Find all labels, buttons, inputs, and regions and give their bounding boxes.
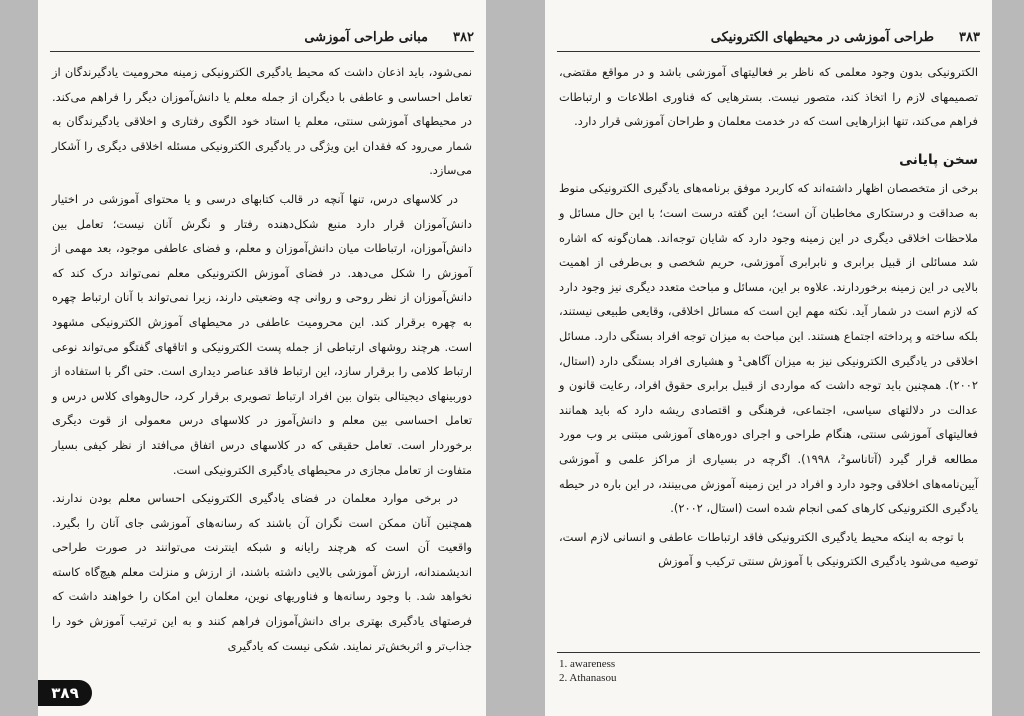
- running-title: مبانی طراحی آموزشی: [304, 30, 428, 45]
- paragraph: با توجه به اینکه محیط یادگیری الکترونیکی فاقد ارتباطات عاطفی و انسانی لازم است، توصیه می‌شود یادگیری الکترونیکی با آموزش سنتی ترکیب و آموزش: [559, 529, 978, 569]
- page-body: [559, 60, 978, 676]
- running-header: [50, 28, 474, 50]
- footnote-rule: [557, 652, 980, 653]
- paragraph: در برخی موارد معلمان در فضای یادگیری الکترونیکی احساس معلم بودن ندارند. همچنین آنان ممکن است نگران آن باشند که رسانه‌های آموزشی جای آنان را بگیرد. واقعیت آن است که هرچند رایانه و شبکه اینترنت می‌توانند در صورت طراحی اندیشمندانه، ارزش آموزشی بالایی داشته باشند، از ارزش و منزلت معلم هیچ‌گاه کاسته نخواهد شد. با وجود رسانه‌ها و فناوریهای نوین، معلمان این امکان را خواهند داشت که فرصتهای یادگیری بهتری برای دانش‌آموزان فراهم کنند و به این ترتیب آموزش خود را جذاب‌تر و اثربخش‌تر نمایند. شکی نیست که یادگیری: [52, 491, 472, 653]
- page-number: ۳۸۲: [453, 30, 474, 45]
- left-page: [38, 0, 486, 716]
- page-body: [52, 60, 472, 676]
- paragraph: نمی‌شود، باید اذعان داشت که محیط یادگیری الکترونیکی زمینه محرومیت یادگیرندگان از تعامل احساسی و عاطفی با دیگران از جمله معلم یا دانش‌آموزان دیگر را فراهم می‌کند. در محیطهای آموزشی سنتی، معلم یا استاد خود الگوی رفتاری و اخلاقی یادگیرندگان به شمار می‌رود که فقدان این ویژگی در یادگیری الکترونیکی مسئله اخلاقی دیگری را آشکار می‌سازد.: [52, 65, 472, 178]
- paragraph: در کلاسهای درس، تنها آنچه در قالب کتابهای درسی و یا محتوای آموزشی در اختیار دانش‌آموزان قرار دارد منبع شکل‌دهنده رفتار و نگرش آنان نیست؛ تعامل بین دانش‌آموزان، ارتباطات میان دانش‌آموزان و معلم، و فضای عاطفی موجود، بعد مهمی از آموزش را شکل می‌دهد. در فضای آموزش الکترونیکی معلم نمی‌تواند درک کند که دانش‌آموزان از نظر روحی و روانی چه وضعیتی دارند، زیرا نمی‌تواند با آنان ارتباط چهره به چهره برقرار کند. این محرومیت عاطفی در محیطهای آموزش الکترونیکی مشهود است. هرچند روشهای ارتباطی از جمله پست الکترونیکی و اتاقهای گفتگو می‌تواند نوعی ارتباط کلامی را برقرار سازد، این ارتباط فاقد عناصر دیداری است. حتی اگر با استفاده از دوربینهای دیجیتالی بتوان بین افراد ارتباط تصویری برقرار کرد، حال‌وهوای کلاس درس و تعامل احساسی بین معلم و دانش‌آموز در کلاسهای درس معمولی از قوت دیگری برخوردار است. تعامل حقیقی که در کلاسهای درس اتفاق می‌افتد از نظر کیفی بسیار متفاوت از تعامل مجازی در محیطهای یادگیری الکترونیکی است.: [52, 191, 472, 477]
- footnote: 2. Athanasou: [559, 672, 617, 684]
- book-spine-gap: [486, 0, 545, 716]
- paragraph: الکترونیکی بدون وجود معلمی که ناظر بر فعالیتهای آموزشی باشد و در مواقع مقتضی، تصمیمهای لازم را اتخاذ کند، متصور نیست. بسترهایی که فناوری اطلاعات و ارتباطات فراهم می‌کند، تنها ابزارهایی است که در خدمت معلمان و طراحان آموزشی قرار دارد.: [559, 65, 978, 129]
- header-rule: [50, 51, 474, 52]
- footnote: 1. awareness: [559, 658, 616, 670]
- section-heading: سخن پایانی: [899, 151, 978, 168]
- footnotes: [559, 657, 616, 685]
- paragraph: برخی از متخصصان اظهار داشته‌اند که کاربرد موفق برنامه‌های یادگیری الکترونیکی منوط به صداقت و درستکاری مخاطبان آن است؛ این گفته درست است؛ با این حال مسائل و ملاحظات اخلاقی دیگری در این زمینه وجود دارد که شایان توجه‌اند. همان‌گونه که اشاره شد مسائلی از قبیل برابری و نابرابری آموزشی، حریم شخصی و بی‌طرفی از اهمیت بالایی در این زمینه برخوردارند. علاوه بر این، مسائل و مباحث متعدد دیگری نیز وجود دارد که لازم است در شمار آید. نکته مهم این است که مسائل اخلاقی، وقایعی طبیعی نیستند، بلکه ساخته و پرداخته اجتماع هستند. این مباحث به میزان توجه افراد بستگی دارد. مسائل اخلاقی در یادگیری الکترونیکی نیز به میزان آگاهی¹ و هشیاری افراد بستگی دارد (استال، ۲۰۰۲). همچنین باید توجه داشت که مواردی از قبیل برابری حقوق افراد، رعایت قانون و عدالت در دلالتهای سیاسی، اجتماعی، فرهنگی و اقتصادی ریشه دارد که باید همانند فعالیتهای آموزشی سنتی، هنگام طراحی و اجرای دوره‌های آموزشی مبتنی بر وب مورد مطالعه قرار گیرد (آتاناسو²، ۱۹۹۸). اگرچه در بسیاری از مراکز علمی و آموزشی آیین‌نامه‌های اخلاقی وجود دارد و افراد در این زمینه آموزش می‌بینند، در این باره در حیطه یادگیری الکترونیکی کارهای کمی انجام شده است (استال، ۲۰۰۲).: [559, 181, 978, 516]
- running-title: طراحی آموزشی در محیطهای الکترونیکی: [710, 30, 934, 45]
- page-number: ۳۸۳: [959, 30, 980, 45]
- page-tab-number: ۳۸۹: [38, 680, 92, 706]
- right-page: [545, 0, 992, 716]
- header-rule: [557, 51, 980, 52]
- running-header: [557, 28, 980, 50]
